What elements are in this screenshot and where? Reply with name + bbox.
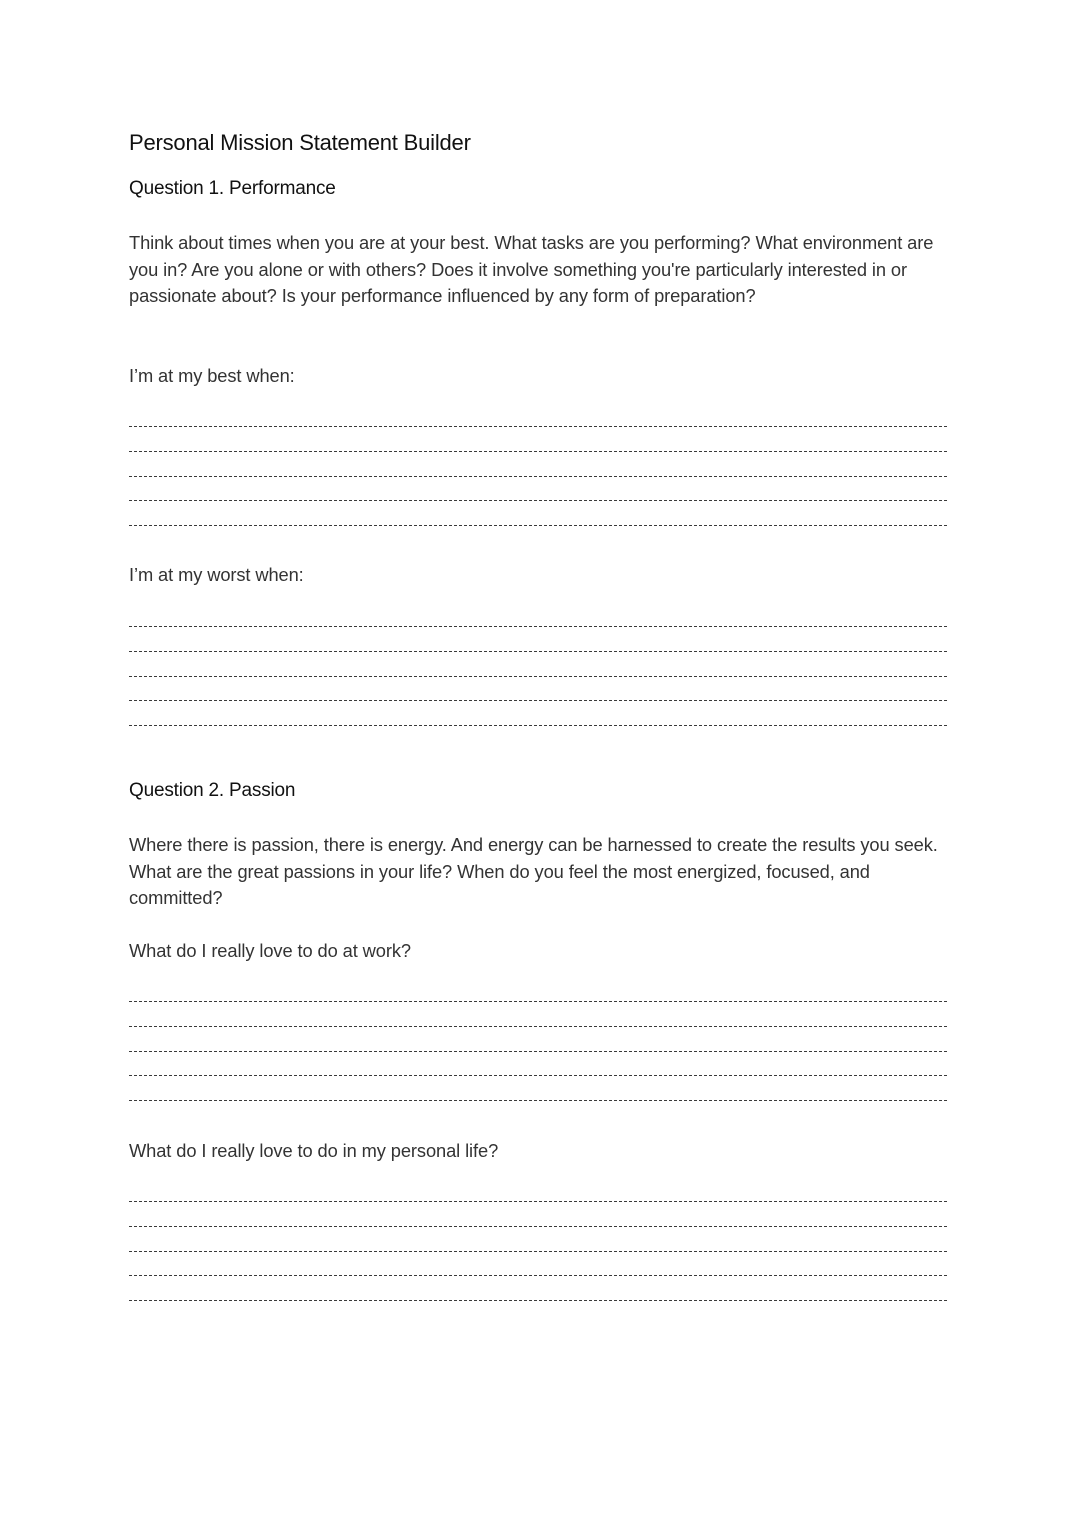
answer-line[interactable] (129, 1238, 947, 1263)
question-1-prompt-worst: I’m at my worst when: (129, 564, 304, 585)
answer-line[interactable] (129, 1287, 947, 1312)
question-1-worst-answer-lines[interactable] (129, 613, 947, 737)
question-1-intro: Think about times when you are at your best. What tasks are you performing? What environment are you in? Are you alone or with others? Does it involve something you're particularly interested in or passionate about? Is your performance influenced by any form of preparation? (129, 232, 934, 307)
question-2-work-answer-lines[interactable] (129, 988, 947, 1112)
answer-line[interactable] (129, 438, 947, 463)
answer-line[interactable] (129, 512, 947, 537)
question-1-prompt-best: I’m at my best when: (129, 365, 295, 386)
question-2-intro: Where there is passion, there is energy. And energy can be harnessed to create the results you seek. What are the great passions in your life? When do you feel the most energized, focused, and committed? (129, 834, 938, 909)
answer-line[interactable] (129, 413, 947, 438)
answer-line[interactable] (129, 1038, 947, 1063)
answer-line[interactable] (129, 613, 947, 638)
question-2-heading: Question 2. Passion (129, 780, 296, 801)
document-title: Personal Mission Statement Builder (129, 130, 471, 155)
question-1-heading: Question 1. Performance (129, 178, 336, 199)
answer-line[interactable] (129, 687, 947, 712)
question-2-prompt-work: What do I really love to do at work? (129, 940, 411, 961)
question-2-prompt-personal: What do I really love to do in my personal life? (129, 1140, 499, 1161)
answer-line[interactable] (129, 988, 947, 1013)
answer-line[interactable] (129, 1013, 947, 1038)
question-2-personal-answer-lines[interactable] (129, 1188, 947, 1312)
answer-line[interactable] (129, 1262, 947, 1287)
answer-line[interactable] (129, 1087, 947, 1112)
answer-line[interactable] (129, 1062, 947, 1087)
answer-line[interactable] (129, 463, 947, 488)
question-1-best-answer-lines[interactable] (129, 413, 947, 537)
answer-line[interactable] (129, 663, 947, 688)
answer-line[interactable] (129, 712, 947, 737)
answer-line[interactable] (129, 1188, 947, 1213)
answer-line[interactable] (129, 1213, 947, 1238)
answer-line[interactable] (129, 487, 947, 512)
answer-line[interactable] (129, 638, 947, 663)
